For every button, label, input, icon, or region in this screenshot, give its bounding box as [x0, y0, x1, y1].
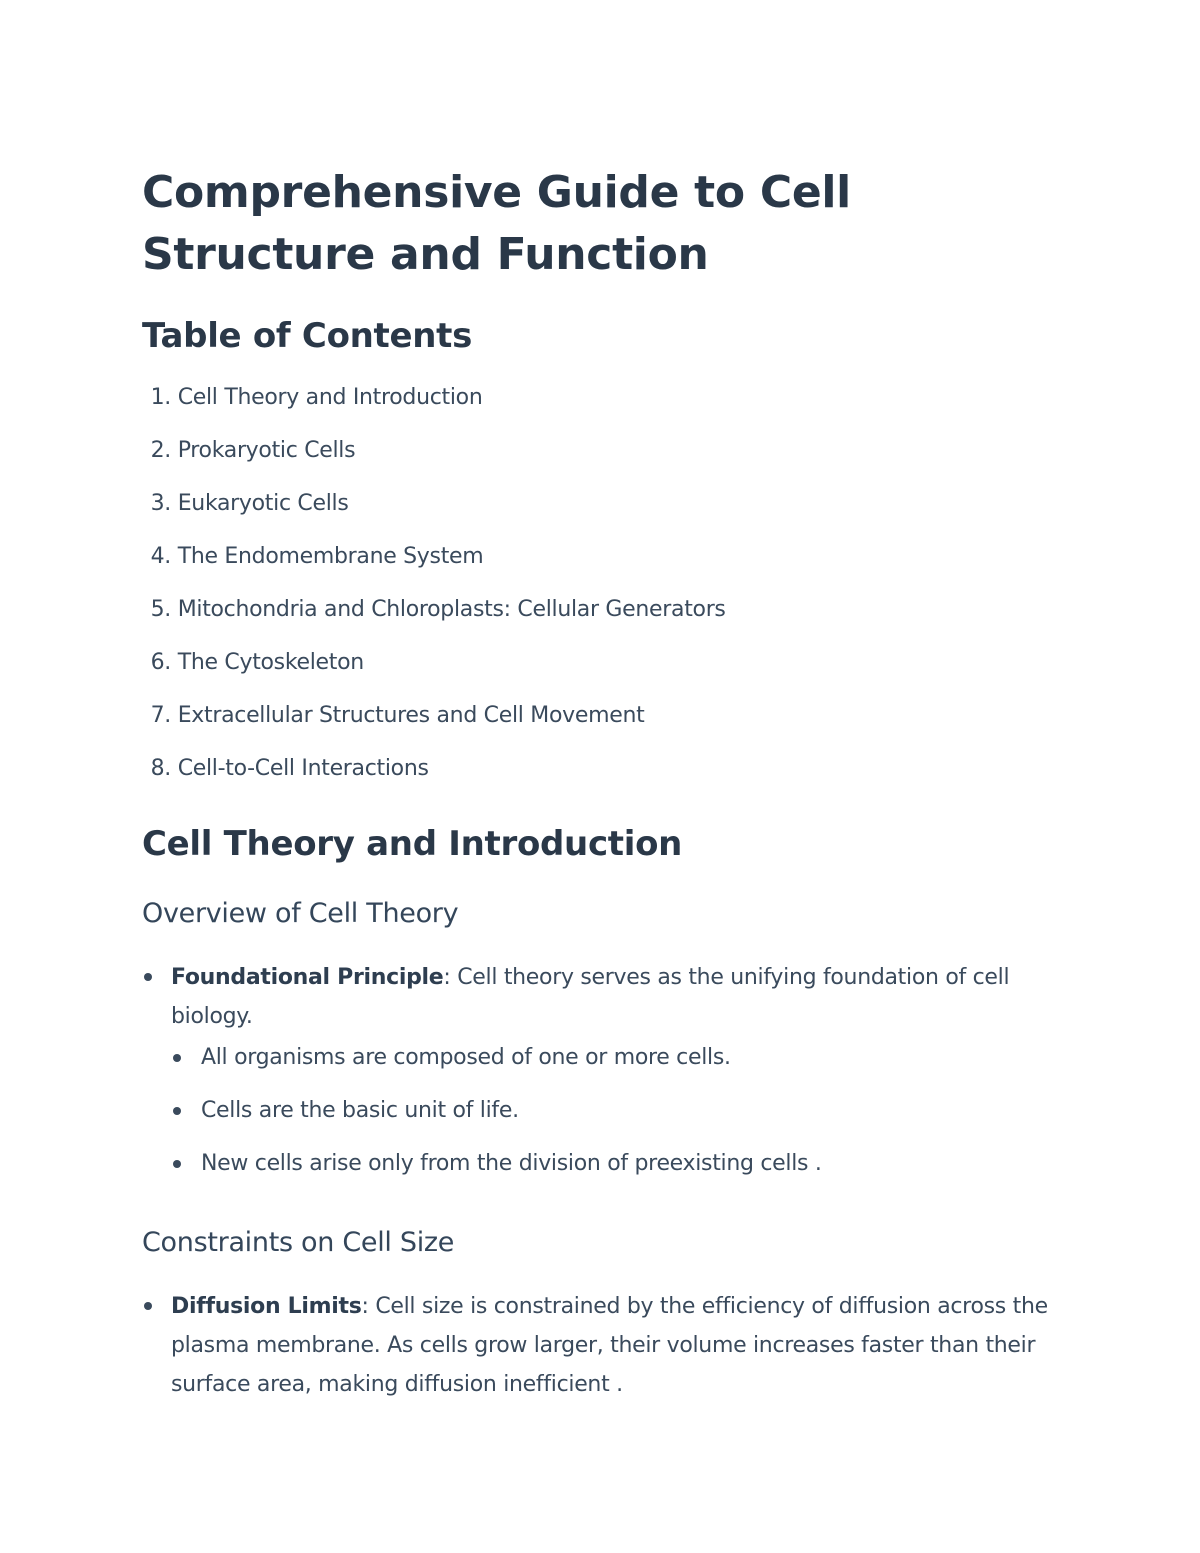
document-page [142, 162, 1062, 1404]
subheading-constraints: Constraints on Cell Size [142, 1227, 455, 1258]
toc-number: 8. [150, 756, 171, 781]
toc-number: 4. [150, 544, 171, 569]
bullet-term: Foundational Principle [171, 965, 444, 990]
bullet-icon [173, 1160, 181, 1168]
bullet-icon [173, 1107, 181, 1115]
constraints-bullet-list [142, 1287, 1062, 1404]
toc-item [142, 384, 1062, 437]
bullet-item [142, 958, 1062, 1203]
toc-label: Prokaryotic Cells [177, 438, 356, 463]
subheading-overview: Overview of Cell Theory [142, 898, 459, 929]
bullet-text: : Cell theory serves as the unifying foundation of cell biology. [171, 965, 1010, 1029]
toc-label: The Cytoskeleton [177, 650, 364, 675]
section-heading-cell-theory: Cell Theory and Introduction [142, 824, 683, 864]
toc-item [142, 649, 1062, 702]
toc-label: Mitochondria and Chloroplasts: Cellular Generators [177, 597, 726, 622]
sub-bullet-item [171, 1044, 1062, 1097]
toc-item [142, 543, 1062, 596]
toc-item [142, 596, 1062, 649]
table-of-contents [142, 384, 1062, 808]
bullet-item [142, 1287, 1062, 1404]
toc-number: 2. [150, 438, 171, 463]
bullet-text: : Cell size is constrained by the efficiency of diffusion across the plasma membrane. As cells grow larger, their volume increases faster than their surface area, making diffusion inefficient . [171, 1294, 1048, 1397]
toc-number: 5. [150, 597, 171, 622]
toc-label: The Endomembrane System [177, 544, 484, 569]
toc-item [142, 490, 1062, 543]
toc-item [142, 437, 1062, 490]
toc-number: 6. [150, 650, 171, 675]
toc-item [142, 755, 1062, 808]
sub-bullet-list [171, 1044, 1062, 1203]
document-title: Comprehensive Guide to Cell Structure and Function [142, 167, 851, 280]
toc-label: Cell-to-Cell Interactions [177, 756, 429, 781]
sub-bullet-text: New cells arise only from the division of preexisting cells . [201, 1151, 822, 1176]
sub-bullet-text: All organisms are composed of one or more cells. [201, 1045, 731, 1070]
toc-label: Eukaryotic Cells [177, 491, 349, 516]
toc-item [142, 702, 1062, 755]
toc-heading: Table of Contents [142, 316, 473, 356]
toc-label: Cell Theory and Introduction [177, 385, 483, 410]
bullet-icon [144, 1302, 152, 1310]
overview-bullet-list [142, 958, 1062, 1203]
toc-number: 3. [150, 491, 171, 516]
sub-bullet-text: Cells are the basic unit of life. [201, 1098, 519, 1123]
bullet-icon [173, 1054, 181, 1062]
toc-label: Extracellular Structures and Cell Movement [177, 703, 645, 728]
toc-number: 1. [150, 385, 171, 410]
bullet-icon [144, 973, 152, 981]
toc-number: 7. [150, 703, 171, 728]
sub-bullet-item [171, 1097, 1062, 1150]
bullet-term: Diffusion Limits [171, 1294, 362, 1319]
sub-bullet-item [171, 1150, 1062, 1203]
